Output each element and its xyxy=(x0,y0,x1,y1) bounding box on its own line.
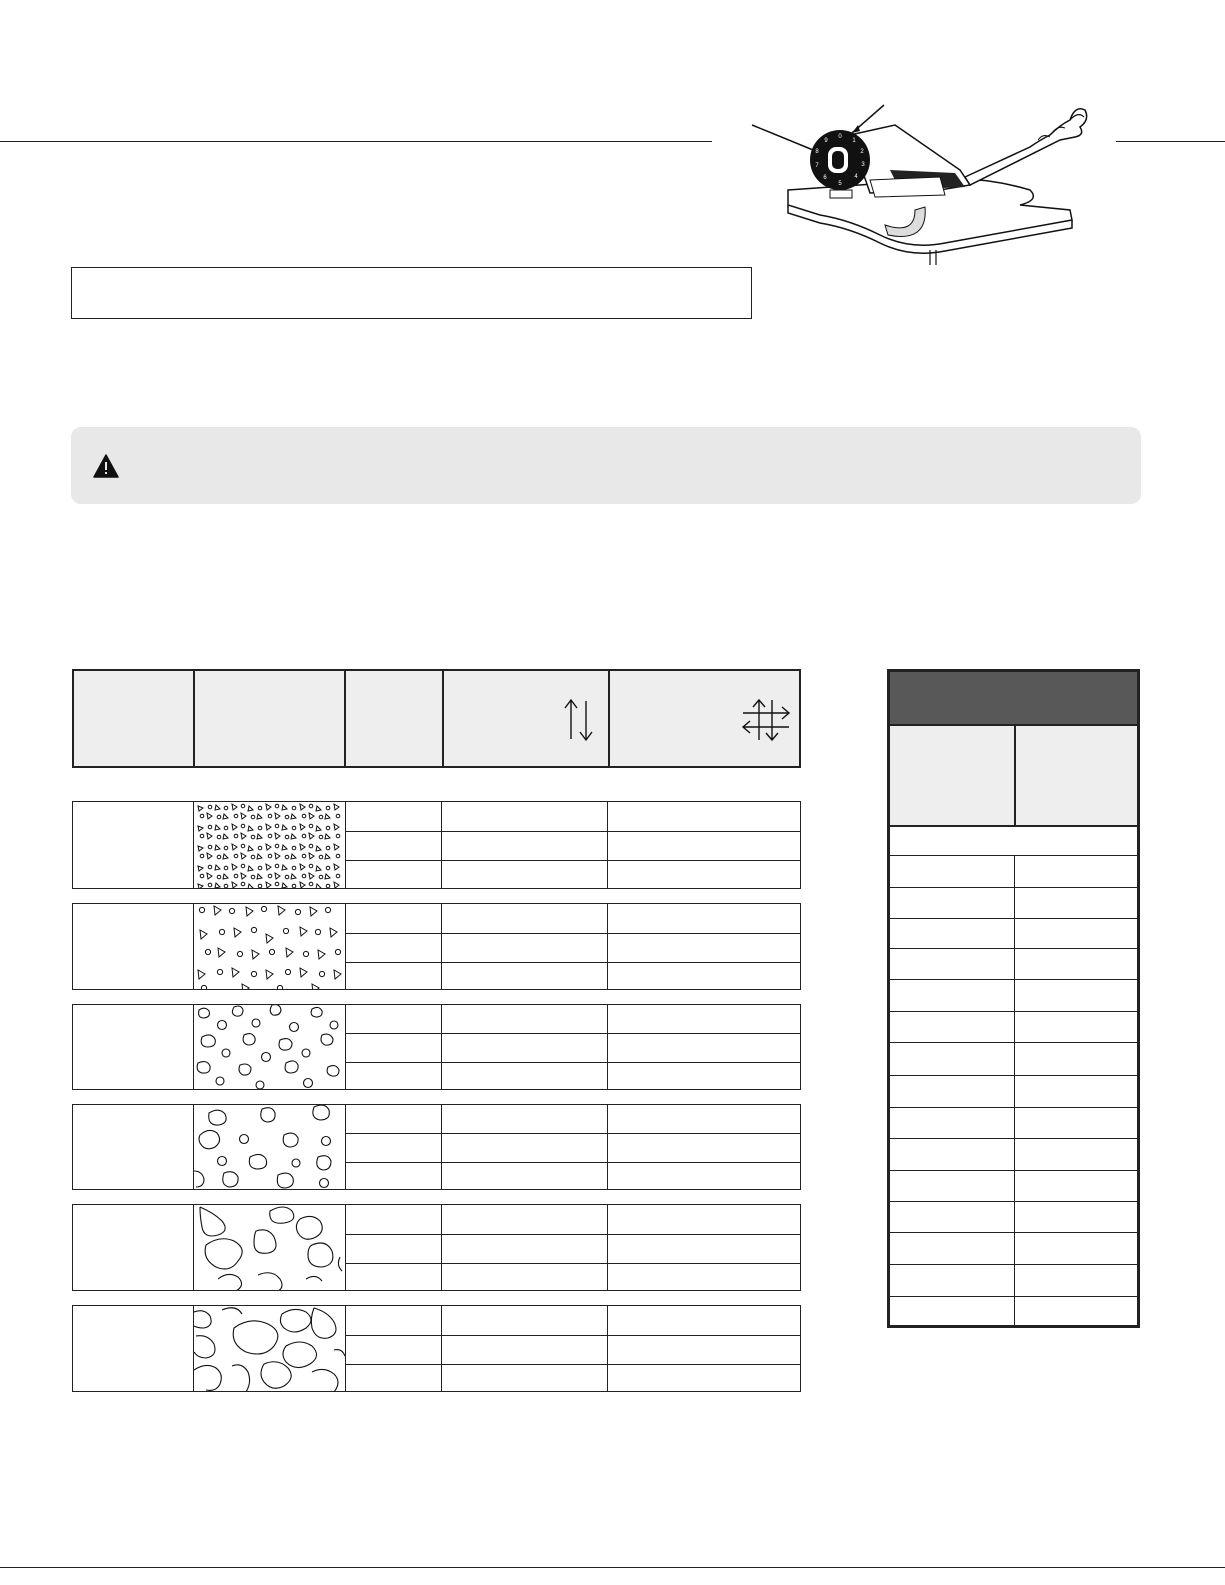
stitch-group-4 xyxy=(72,1104,801,1190)
tension-dial-illustration xyxy=(740,95,1100,270)
svg-text:8: 8 xyxy=(815,149,819,155)
side-table xyxy=(887,669,1140,1328)
stitch-group-2 xyxy=(72,903,801,990)
texture-swatch-xlarge-blobs xyxy=(194,1306,346,1391)
side-table-header xyxy=(890,724,1137,827)
svg-text:9: 9 xyxy=(824,138,828,144)
multidirectional-arrows-icon xyxy=(740,697,792,743)
stitch-group-6 xyxy=(72,1305,801,1392)
svg-text:1: 1 xyxy=(852,138,856,144)
texture-swatch-medium-blobs xyxy=(194,1105,346,1189)
side-table-title-bar xyxy=(890,672,1137,724)
svg-text:3: 3 xyxy=(861,162,865,168)
header-rule-right xyxy=(1116,141,1225,142)
texture-swatch-fine xyxy=(194,802,346,888)
warning-triangle-icon xyxy=(93,454,119,478)
texture-swatch-small-blobs xyxy=(194,1005,346,1089)
svg-text:7: 7 xyxy=(815,163,819,169)
svg-text:2: 2 xyxy=(860,149,864,155)
svg-text:0: 0 xyxy=(838,134,842,140)
svg-text:5: 5 xyxy=(838,181,842,187)
texture-swatch-large-blobs xyxy=(194,1205,346,1290)
stitch-group-5 xyxy=(72,1204,801,1291)
stitch-table-header xyxy=(72,669,801,768)
header-rule-left xyxy=(0,141,712,142)
vertical-arrows-icon xyxy=(562,697,596,743)
warning-banner xyxy=(71,427,1141,504)
texture-swatch-medium xyxy=(194,904,346,989)
svg-text:6: 6 xyxy=(823,175,827,181)
svg-text:4: 4 xyxy=(854,174,858,180)
stitch-group-3 xyxy=(72,1004,801,1090)
footer-rule xyxy=(0,1567,1225,1568)
stitch-group-1 xyxy=(72,801,801,889)
note-box xyxy=(71,267,752,319)
